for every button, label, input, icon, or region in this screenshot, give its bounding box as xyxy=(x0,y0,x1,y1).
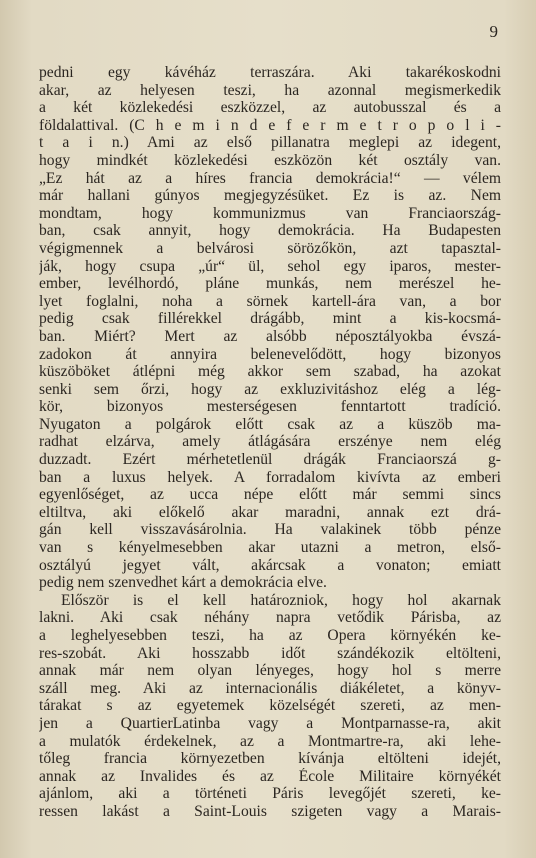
text-line: a két közlekedési eszközzel, az autobusszal és a xyxy=(39,99,501,117)
text-line: duzzadt. Ezért mérhetetlenül drágák Franciaorszá g- xyxy=(39,451,501,469)
text-line: Először is el kell határozniok, hogy hol akarnak xyxy=(61,591,501,609)
text-line: eltiltva, aki előkelő akar maradni, annak ezt drá- xyxy=(39,503,501,521)
text-line: zadokon át annyira belenevelődött, hogy bizonyos xyxy=(39,345,501,363)
text-line: ják, hogy csupa „úr“ ül, sehol egy iparos, mester- xyxy=(39,257,501,275)
text-line: „Ez hát az a híres francia demokrácia!“ — vélem xyxy=(39,169,501,187)
text-line: ajánlom, aki a történeti Páris levegőjét szereti, ke- xyxy=(39,785,501,803)
text-line: ember, levélhordó, pláne munkás, nem merészel he- xyxy=(39,275,501,293)
text-line: a mulatók érdekelnek, az a Montmartre-ra, aki lehe- xyxy=(39,732,501,750)
text-line: osztályú jegyet vált, akárcsak a vonaton; emiatt xyxy=(39,556,501,574)
text-line: radhat elzárva, amely átlágására erszénye nem elég xyxy=(39,433,501,451)
text-line: senki sem őrzi, hogy az exkluzivitáshoz elég a lég- xyxy=(39,380,501,398)
text-line: ban a luxus helyek. A forradalom kivívta az emberi xyxy=(39,468,501,486)
text-line: akar, az helyesen teszi, ha azonnal megismerkedik xyxy=(39,81,501,99)
text-line: már hallani gúnyos megjegyzésüket. Ez is az. Nem xyxy=(39,187,501,205)
text-line: ressen lakást a Saint-Louis szigeten vagy a Marais- xyxy=(39,802,501,820)
text-line: küszöböket átlépni még akkor sem szabad, ha azokat xyxy=(39,363,501,381)
text-line: pedig csak fillérekkel drágább, mint a kis-kocsmá- xyxy=(39,310,501,328)
page-number: 9 xyxy=(489,22,498,41)
text-line: gán kell visszavásárolnia. Ha valakinek több pénze xyxy=(39,521,501,539)
text-line: tárakat s az egyetemek közelségét szereti, az men- xyxy=(39,697,501,715)
text-line: annak az Invalides és az École Militaire környékét xyxy=(39,767,501,785)
text-line: földalattival. (C h e m i n d e f e r m e t r o p o l i - xyxy=(39,116,501,134)
text-line: ban. Miért? Mert az alsóbb néposztályokba évszá- xyxy=(39,327,501,345)
text-line: res-szobát. Aki hosszabb időt szándékozik eltölteni, xyxy=(39,644,501,662)
text-line: tőleg francia környezetben kívánja eltölteni idejét, xyxy=(39,750,501,768)
text-line: pedni egy kávéház terraszára. Aki takarékoskodni xyxy=(39,64,501,81)
text-line: hogy mindkét közlekedési eszközön két osztály van. xyxy=(39,151,501,169)
text-line: kör, bizonyos mesterségesen fenntartott tradíció. xyxy=(39,398,501,416)
text-line: ban, csak annyit, hogy demokrácia. Ha Budapesten xyxy=(39,222,501,240)
text-line: lakni. Aki csak néhány napra vetődik Párisba, az xyxy=(39,609,501,627)
text-line: pedig nem szenvedhet kárt a demokrácia elve. xyxy=(39,574,327,592)
text-line: száll meg. Aki az internacionális diákéletet, a könyv- xyxy=(39,679,501,697)
text-line: jen a QuartierLatinba vagy a Montparnasse-ra, akit xyxy=(39,714,501,732)
text-line: egyenlőséget, az ucca népe előtt már semmi sincs xyxy=(39,486,501,504)
text-line: van s kényelmesebben akar utazni a metron, első- xyxy=(39,539,501,557)
text-line: Nyugaton a polgárok előtt csak az a küszöb ma- xyxy=(39,415,501,433)
text-line: mondtam, hogy kommunizmus van Franciaország- xyxy=(39,204,501,222)
body-text xyxy=(39,64,501,821)
text-line: végigmennek a belvárosi sörözőkön, azt tapasztal- xyxy=(39,239,501,257)
text-line: annak már nem olyan lényeges, hogy hol s merre xyxy=(39,662,501,680)
text-line: lyet foglalni, noha a sörnek kartell-ára van, a bor xyxy=(39,292,501,310)
text-line: t a i n.) Ami az első pillanatra meglepi az idegent, xyxy=(39,134,501,152)
text-line: a leghelyesebben teszi, ha az Opera környékén ke- xyxy=(39,627,501,644)
